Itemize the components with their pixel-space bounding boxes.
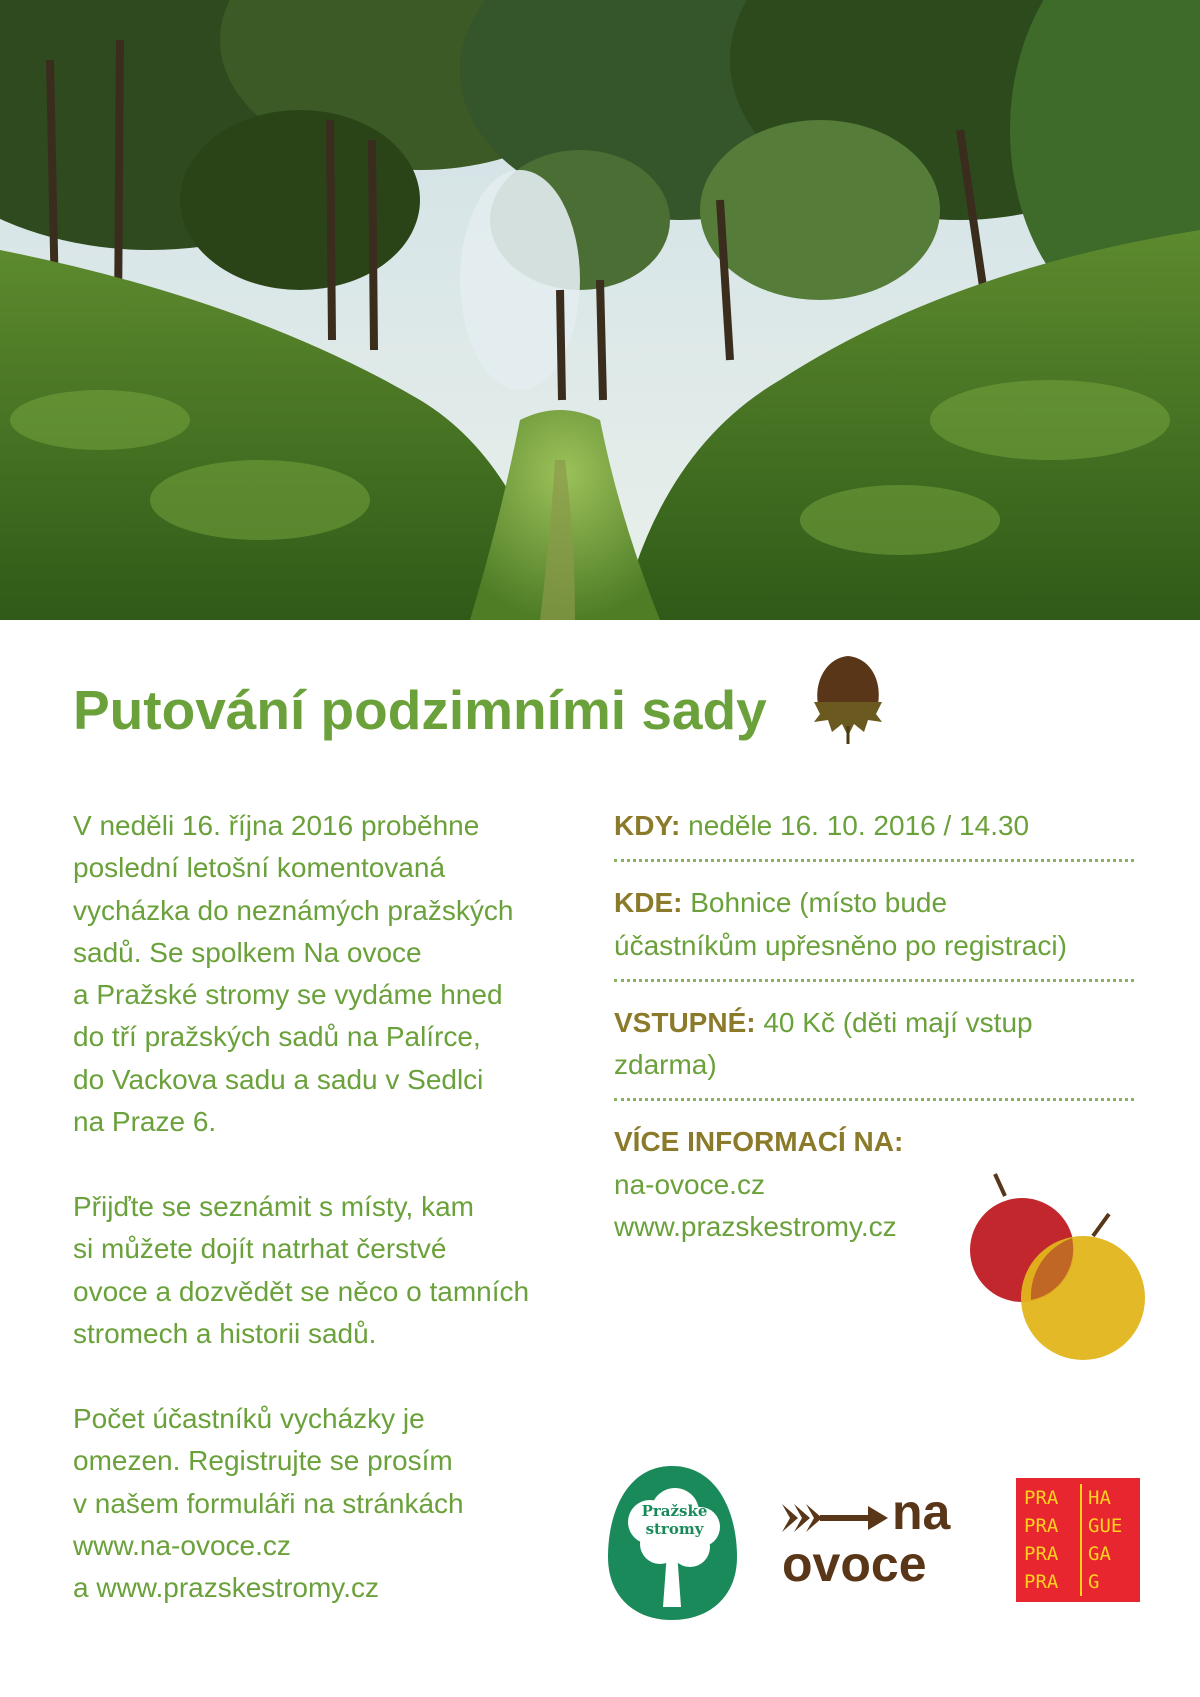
fee-label: VSTUPNÉ: xyxy=(614,1006,756,1038)
apples-icon xyxy=(965,1170,1155,1370)
registration-paragraph: Počet účastníků vycházky je omezen. Registrujte se prosím v našem formuláři na stránkách www.na-ovoce.cz a www.prazskestromy.cz xyxy=(73,1403,464,1604)
when-row xyxy=(614,805,1134,847)
poster-title: Putování podzimními sady xyxy=(73,679,767,741)
more-info-label: VÍCE INFORMACÍ NA: xyxy=(614,1126,904,1158)
na-ovoce-top: na xyxy=(892,1484,951,1540)
praha-logo xyxy=(1016,1478,1140,1602)
praha-text: HA xyxy=(1088,1487,1111,1509)
praha-text: PRA xyxy=(1024,1568,1082,1596)
divider xyxy=(614,859,1134,862)
prazske-stromy-logo xyxy=(605,1462,740,1622)
na-ovoce-bottom: ovoce xyxy=(782,1536,927,1592)
where-label: KDE: xyxy=(614,887,683,919)
fee-row xyxy=(614,1002,1134,1044)
arrow-icon xyxy=(780,1498,890,1538)
praha-text: PRA xyxy=(1024,1512,1082,1540)
divider xyxy=(614,979,1134,982)
when-value: neděle 16. 10. 2016 / 14.30 xyxy=(680,810,1030,841)
link-na-ovoce[interactable]: na-ovoce.cz xyxy=(614,1168,765,1200)
praha-text: PRA xyxy=(1024,1484,1082,1512)
where-value: Bohnice (místo bude xyxy=(682,887,948,919)
praha-text: GUE xyxy=(1088,1515,1123,1537)
intro-paragraph: V neděli 16. října 2016 proběhne poslední letošní komentovaná vycházka do neznámých pražských sadů. Se spolkem Na ovoce a Pražské stromy se vydáme hned do tří pražských sadů na Palírce, do Vackova sadu a sadu v Sedlci na Praze 6. xyxy=(73,810,514,1138)
hazelnut-icon xyxy=(808,652,888,746)
praha-text: GA xyxy=(1088,1543,1111,1565)
where-row-2: účastníkům upřesněno po registraci) xyxy=(614,929,1067,961)
invite-paragraph: Přijďte se seznámit s místy, kam si můžete dojít natrhat čerstvé ovoce a dozvědět se něco o tamních stromech a historii sadů. xyxy=(73,1191,530,1349)
fee-row-2: zdarma) xyxy=(614,1049,717,1081)
where-row xyxy=(614,882,1134,924)
header-photo xyxy=(0,0,1200,620)
divider xyxy=(614,1098,1134,1101)
link-prazskestromy[interactable]: www.prazskestromy.cz xyxy=(614,1211,897,1243)
prazske-stromy-label: Pražské stromy xyxy=(641,1502,708,1538)
praha-text: PRA xyxy=(1024,1540,1082,1568)
na-ovoce-logo xyxy=(780,1484,980,1595)
fee-value: 40 Kč (děti mají vstup xyxy=(755,1006,1033,1038)
praha-text: G xyxy=(1088,1571,1100,1593)
when-label: KDY: xyxy=(614,810,681,841)
